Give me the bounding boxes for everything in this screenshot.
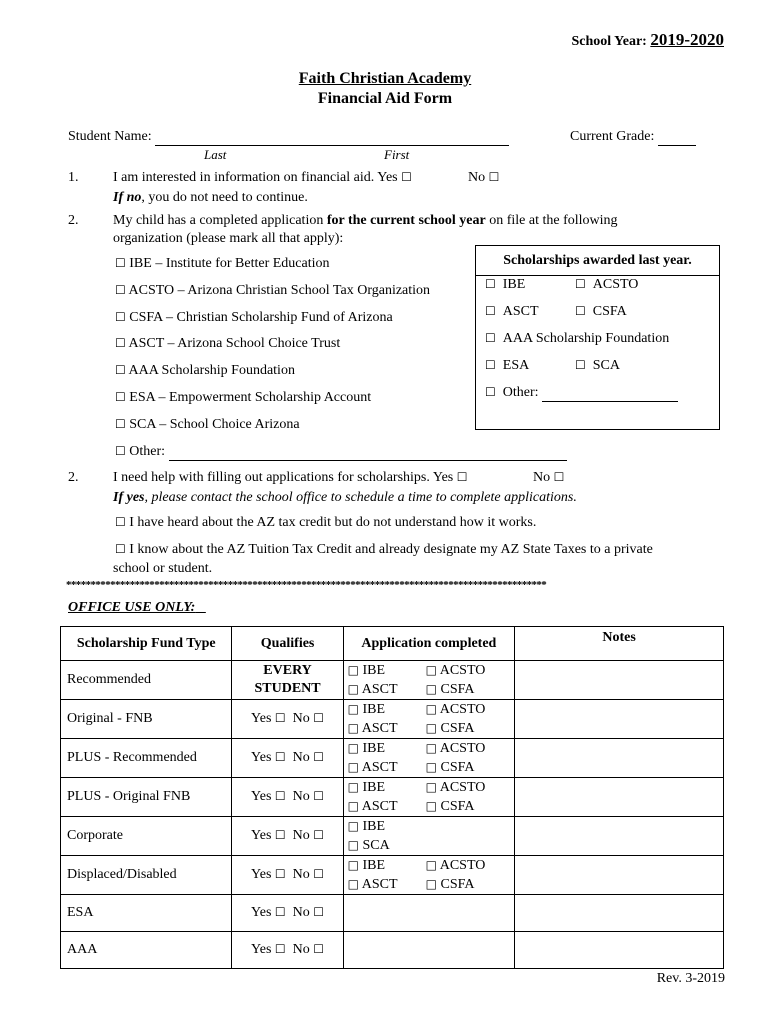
app-label: ACSTO xyxy=(439,858,486,873)
app-check-asct[interactable] xyxy=(348,875,426,894)
app-check-sca[interactable] xyxy=(348,836,426,855)
q2-option-asct[interactable] xyxy=(115,336,340,352)
checkbox[interactable]: ☐ xyxy=(115,417,126,431)
rb-label: ESA xyxy=(502,358,530,373)
table-row xyxy=(61,895,724,932)
application-completed-cell xyxy=(343,778,514,817)
notes-cell[interactable] xyxy=(515,895,724,932)
app-check-asct[interactable] xyxy=(348,758,426,777)
yes-label: Yes xyxy=(251,942,272,957)
checkbox[interactable]: □ xyxy=(425,663,437,677)
q3-number: 2. xyxy=(68,470,79,485)
q2-text xyxy=(113,213,618,229)
option-label: I have heard about the AZ tax credit but do not understand how it works. xyxy=(129,515,537,530)
current-grade-row xyxy=(570,129,696,146)
app-check-csfa[interactable] xyxy=(426,680,504,699)
q3-row xyxy=(113,470,468,486)
scholarships-awarded-title: Scholarships awarded last year. xyxy=(476,246,719,276)
rb-label: ACSTO xyxy=(592,277,639,292)
app-check-acsto[interactable] xyxy=(426,739,504,758)
current-grade-label: Current Grade: xyxy=(570,129,655,144)
checkbox[interactable]: □ xyxy=(347,799,359,813)
no-label: No xyxy=(292,789,310,804)
application-completed-cell xyxy=(343,817,514,856)
student-name-row xyxy=(68,129,509,146)
app-check-asct[interactable] xyxy=(348,797,426,816)
rb-ibe[interactable] xyxy=(485,277,525,293)
qualifies-yes-no xyxy=(232,739,343,778)
no-checkbox[interactable]: ☐ xyxy=(313,867,325,881)
qualifies-yes-no xyxy=(232,932,343,969)
application-completed-cell xyxy=(343,895,514,932)
app-label: IBE xyxy=(362,663,386,678)
student-name-field[interactable] xyxy=(155,129,509,146)
app-label: IBE xyxy=(362,702,386,717)
yes-checkbox[interactable]: ☐ xyxy=(274,828,286,842)
table-row xyxy=(61,856,724,895)
org-name: Faith Christian Academy xyxy=(298,70,472,87)
no-checkbox[interactable]: ☐ xyxy=(313,905,325,919)
q2-option-aaa[interactable] xyxy=(115,363,295,379)
app-check-asct[interactable] xyxy=(348,719,426,738)
q3-option-1[interactable] xyxy=(115,515,536,531)
q3-option-2-line2: school or student. xyxy=(113,561,213,576)
app-label: CSFA xyxy=(440,799,475,814)
qualifies-yes-no xyxy=(232,856,343,895)
yes-label: Yes xyxy=(251,905,272,920)
application-completed-cell xyxy=(343,739,514,778)
checkbox[interactable]: □ xyxy=(347,682,359,696)
checkbox[interactable]: ☐ xyxy=(485,358,496,372)
school-year-value: 2019-2020 xyxy=(650,30,724,49)
yes-label: Yes xyxy=(251,867,272,882)
revision: Rev. 3-2019 xyxy=(656,971,725,986)
notes-cell[interactable] xyxy=(515,700,724,739)
yes-checkbox[interactable]: ☐ xyxy=(274,867,286,881)
last-label: Last xyxy=(204,147,227,162)
office-use-label xyxy=(68,600,206,616)
checkbox[interactable]: ☐ xyxy=(115,283,126,297)
fund-type-cell: Displaced/Disabled xyxy=(61,856,232,895)
rb-label: CSFA xyxy=(592,304,627,319)
yes-label: Yes xyxy=(251,828,272,843)
qualifies-yes-no xyxy=(232,778,343,817)
asterisk-separator: ************************************************************************************************** xyxy=(66,579,547,591)
rb-label: IBE xyxy=(502,277,526,292)
application-checklist xyxy=(348,739,510,777)
fund-type-cell: Original - FNB xyxy=(61,700,232,739)
q2-text-line2: organization (please mark all that apply): xyxy=(113,231,344,246)
checkbox[interactable]: ☐ xyxy=(115,542,126,556)
checkbox[interactable]: ☐ xyxy=(485,277,496,291)
q3-note-rest: , please contact the school office to schedule a time to complete applications. xyxy=(144,490,577,505)
checkbox[interactable]: ☐ xyxy=(485,331,496,345)
no-checkbox[interactable]: ☐ xyxy=(313,789,325,803)
option-label: ACSTO – Arizona Christian School Tax Organization xyxy=(128,283,431,298)
checkbox[interactable]: ☐ xyxy=(575,277,586,291)
header-qualifies: Qualifies xyxy=(232,627,343,661)
q2-option-sca[interactable] xyxy=(115,417,300,433)
checkbox[interactable]: □ xyxy=(347,663,359,677)
app-check-acsto[interactable] xyxy=(426,856,504,875)
app-check-ibe[interactable] xyxy=(348,856,426,875)
table-row xyxy=(61,932,724,969)
app-check-empty xyxy=(426,817,504,836)
checkbox[interactable]: □ xyxy=(425,877,437,891)
checkbox[interactable]: ☐ xyxy=(485,385,496,399)
q1-text: I am interested in information on financial aid. Yes xyxy=(113,170,398,185)
app-check-ibe[interactable] xyxy=(348,700,426,719)
app-label: ASCT xyxy=(361,877,398,892)
application-completed-cell xyxy=(343,661,514,700)
checkbox[interactable]: □ xyxy=(347,780,359,794)
fund-type-cell: ESA xyxy=(61,895,232,932)
checkbox[interactable]: □ xyxy=(347,702,359,716)
yes-checkbox[interactable]: ☐ xyxy=(274,942,286,956)
checkbox[interactable]: ☐ xyxy=(575,358,586,372)
checkbox[interactable]: ☐ xyxy=(575,304,586,318)
q3-no xyxy=(533,470,564,486)
no-label: No xyxy=(292,828,310,843)
app-check-ibe[interactable] xyxy=(348,661,426,680)
app-check-ibe[interactable] xyxy=(348,739,426,758)
no-label: No xyxy=(292,867,310,882)
option-label: I know about the AZ Tuition Tax Credit and already designate my AZ State Taxes to a private xyxy=(129,542,653,557)
q3-note xyxy=(113,490,577,506)
q3-option-2[interactable] xyxy=(115,542,653,558)
app-label: ACSTO xyxy=(439,663,486,678)
app-label: CSFA xyxy=(440,760,475,775)
header-app-completed: Application completed xyxy=(343,627,514,661)
app-check-csfa[interactable] xyxy=(426,875,504,894)
app-label: IBE xyxy=(362,858,386,873)
checkbox[interactable]: □ xyxy=(347,858,359,872)
option-label: CSFA – Christian Scholarship Fund of Arizona xyxy=(129,310,393,325)
checkbox[interactable]: □ xyxy=(347,838,359,852)
checkbox[interactable]: ☐ xyxy=(115,336,126,350)
q2-option-acsto[interactable] xyxy=(115,283,430,299)
school-year-label: School Year: xyxy=(571,34,647,49)
app-check-empty xyxy=(426,836,504,855)
no-checkbox[interactable]: ☐ xyxy=(313,942,325,956)
q1-yes-checkbox[interactable]: ☐ xyxy=(401,170,412,184)
current-grade-field[interactable] xyxy=(658,129,696,146)
no-label: No xyxy=(292,750,310,765)
yes-checkbox[interactable]: ☐ xyxy=(274,711,286,725)
q2-number: 2. xyxy=(68,213,79,228)
notes-cell[interactable] xyxy=(515,817,724,856)
no-label: No xyxy=(292,711,310,726)
q2-text-a: My child has a completed application xyxy=(113,213,327,228)
app-check-acsto[interactable] xyxy=(426,778,504,797)
app-label: ACSTO xyxy=(439,741,486,756)
q2-option-other[interactable] xyxy=(115,444,567,461)
q1-no xyxy=(468,170,499,186)
rb-aaa[interactable] xyxy=(485,331,669,347)
qualifies-yes-no xyxy=(232,817,343,856)
no-checkbox[interactable]: ☐ xyxy=(313,750,325,764)
checkbox[interactable]: □ xyxy=(425,858,437,872)
qualifies-yes-no xyxy=(232,700,343,739)
checkbox[interactable]: ☐ xyxy=(115,256,126,270)
yes-checkbox[interactable]: ☐ xyxy=(274,789,286,803)
q1-no-label: No xyxy=(468,170,486,185)
application-completed-cell xyxy=(343,932,514,969)
first-label: First xyxy=(384,147,410,162)
q1-number: 1. xyxy=(68,170,79,185)
table-row xyxy=(61,700,724,739)
q2-text-bold: for the current school year xyxy=(326,213,486,228)
app-label: ASCT xyxy=(361,682,398,697)
qualifies-yes-no xyxy=(232,895,343,932)
student-name-label: Student Name: xyxy=(68,129,152,144)
rb-label: Other: xyxy=(502,385,539,400)
checkbox[interactable]: ☐ xyxy=(115,515,126,529)
app-check-acsto[interactable] xyxy=(426,661,504,680)
option-label: ESA – Empowerment Scholarship Account xyxy=(129,390,372,405)
checkbox[interactable]: □ xyxy=(347,721,359,735)
app-label: CSFA xyxy=(440,877,475,892)
header-fund-type: Scholarship Fund Type xyxy=(61,627,232,661)
q2-option-ibe[interactable] xyxy=(115,256,330,272)
table-row xyxy=(61,817,724,856)
rb-label: AAA Scholarship Foundation xyxy=(502,331,670,346)
app-check-csfa[interactable] xyxy=(426,758,504,777)
header-notes: Notes xyxy=(515,627,724,661)
option-label: ASCT – Arizona School Choice Trust xyxy=(128,336,341,351)
app-label: IBE xyxy=(362,819,386,834)
q3-text: I need help with filling out applications for scholarships. Yes xyxy=(113,470,454,485)
notes-cell[interactable] xyxy=(515,778,724,817)
option-label: Other: xyxy=(129,444,166,459)
checkbox[interactable]: ☐ xyxy=(115,363,126,377)
app-check-ibe[interactable] xyxy=(348,817,426,836)
app-label: ASCT xyxy=(361,760,398,775)
rb-sca[interactable] xyxy=(575,358,620,374)
rb-label: SCA xyxy=(592,358,620,373)
checkbox[interactable]: ☐ xyxy=(115,390,126,404)
checkbox[interactable]: □ xyxy=(425,702,437,716)
checkbox[interactable]: □ xyxy=(425,780,437,794)
q2-option-esa[interactable] xyxy=(115,390,371,406)
checkbox[interactable]: □ xyxy=(347,819,359,833)
fund-type-cell: AAA xyxy=(61,932,232,969)
checkbox[interactable]: ☐ xyxy=(115,310,126,324)
app-check-asct[interactable] xyxy=(348,680,426,699)
checkbox[interactable]: □ xyxy=(425,760,437,774)
app-check-ibe[interactable] xyxy=(348,778,426,797)
app-label: IBE xyxy=(362,741,386,756)
office-use-table xyxy=(60,626,724,969)
fund-type-cell: PLUS - Recommended xyxy=(61,739,232,778)
app-check-csfa[interactable] xyxy=(426,719,504,738)
q2-text-b: on file at the following xyxy=(485,213,618,228)
table-row xyxy=(61,778,724,817)
notes-cell[interactable] xyxy=(515,739,724,778)
checkbox[interactable]: □ xyxy=(425,741,437,755)
checkbox[interactable]: ☐ xyxy=(485,304,496,318)
rb-label: ASCT xyxy=(502,304,539,319)
office-use-text: OFFICE USE ONLY: xyxy=(68,600,196,615)
notes-cell[interactable] xyxy=(515,661,724,700)
app-label: SCA xyxy=(362,838,390,853)
checkbox[interactable]: □ xyxy=(425,799,437,813)
q2-option-csfa[interactable] xyxy=(115,310,393,326)
checkbox[interactable]: □ xyxy=(347,877,359,891)
rb-csfa[interactable] xyxy=(575,304,627,320)
qualifies-every-student: EVERY STUDENT xyxy=(232,661,343,700)
checkbox[interactable]: ☐ xyxy=(115,444,126,458)
option-label: AAA Scholarship Foundation xyxy=(128,363,295,378)
q3-note-bold: If yes xyxy=(113,490,145,505)
fund-type-cell: Recommended xyxy=(61,661,232,700)
rb-esa[interactable] xyxy=(485,358,529,374)
form-title: Financial Aid Form xyxy=(317,90,453,107)
table-row xyxy=(61,661,724,700)
app-label: ACSTO xyxy=(439,780,486,795)
q2-other-field[interactable] xyxy=(169,444,567,461)
q1-note-rest: , you do not need to continue. xyxy=(141,190,308,205)
q1-row xyxy=(113,170,412,186)
no-checkbox[interactable]: ☐ xyxy=(313,828,325,842)
table-header-row xyxy=(61,627,724,661)
notes-cell[interactable] xyxy=(515,856,724,895)
checkbox[interactable]: □ xyxy=(425,682,437,696)
rb-asct[interactable] xyxy=(485,304,539,320)
fund-type-cell: Corporate xyxy=(61,817,232,856)
application-checklist xyxy=(348,778,510,816)
yes-label: Yes xyxy=(251,789,272,804)
q1-no-checkbox[interactable]: ☐ xyxy=(488,170,500,184)
q1-note xyxy=(113,190,308,206)
app-label: IBE xyxy=(362,780,386,795)
checkbox[interactable]: □ xyxy=(347,741,359,755)
rb-other[interactable] xyxy=(485,385,678,402)
q3-no-checkbox[interactable]: ☐ xyxy=(553,470,565,484)
scholarships-awarded-box xyxy=(475,245,720,430)
rb-acsto[interactable] xyxy=(575,277,638,293)
yes-label: Yes xyxy=(251,711,272,726)
notes-cell[interactable] xyxy=(515,932,724,969)
app-check-csfa[interactable] xyxy=(426,797,504,816)
checkbox[interactable]: □ xyxy=(425,721,437,735)
application-completed-cell xyxy=(343,700,514,739)
checkbox[interactable]: □ xyxy=(347,760,359,774)
q3-no-label: No xyxy=(533,470,551,485)
option-label: IBE – Institute for Better Education xyxy=(129,256,330,271)
app-check-acsto[interactable] xyxy=(426,700,504,719)
rb-other-field[interactable] xyxy=(542,385,678,402)
application-checklist xyxy=(348,817,510,855)
application-checklist xyxy=(348,856,510,894)
yes-checkbox[interactable]: ☐ xyxy=(274,905,286,919)
app-label: CSFA xyxy=(440,721,475,736)
fund-type-cell: PLUS - Original FNB xyxy=(61,778,232,817)
application-completed-cell xyxy=(343,856,514,895)
q1-note-bold: If no xyxy=(113,190,142,205)
no-checkbox[interactable]: ☐ xyxy=(313,711,325,725)
app-label: ASCT xyxy=(361,799,398,814)
q3-yes-checkbox[interactable]: ☐ xyxy=(456,470,468,484)
app-label: CSFA xyxy=(440,682,475,697)
application-checklist xyxy=(348,700,510,738)
no-label: No xyxy=(292,942,310,957)
app-label: ACSTO xyxy=(439,702,486,717)
no-label: No xyxy=(292,905,310,920)
table-row xyxy=(61,739,724,778)
yes-label: Yes xyxy=(251,750,272,765)
app-label: ASCT xyxy=(361,721,398,736)
yes-checkbox[interactable]: ☐ xyxy=(274,750,286,764)
option-label: SCA – School Choice Arizona xyxy=(129,417,300,432)
school-year xyxy=(572,30,724,50)
application-checklist xyxy=(348,661,510,699)
